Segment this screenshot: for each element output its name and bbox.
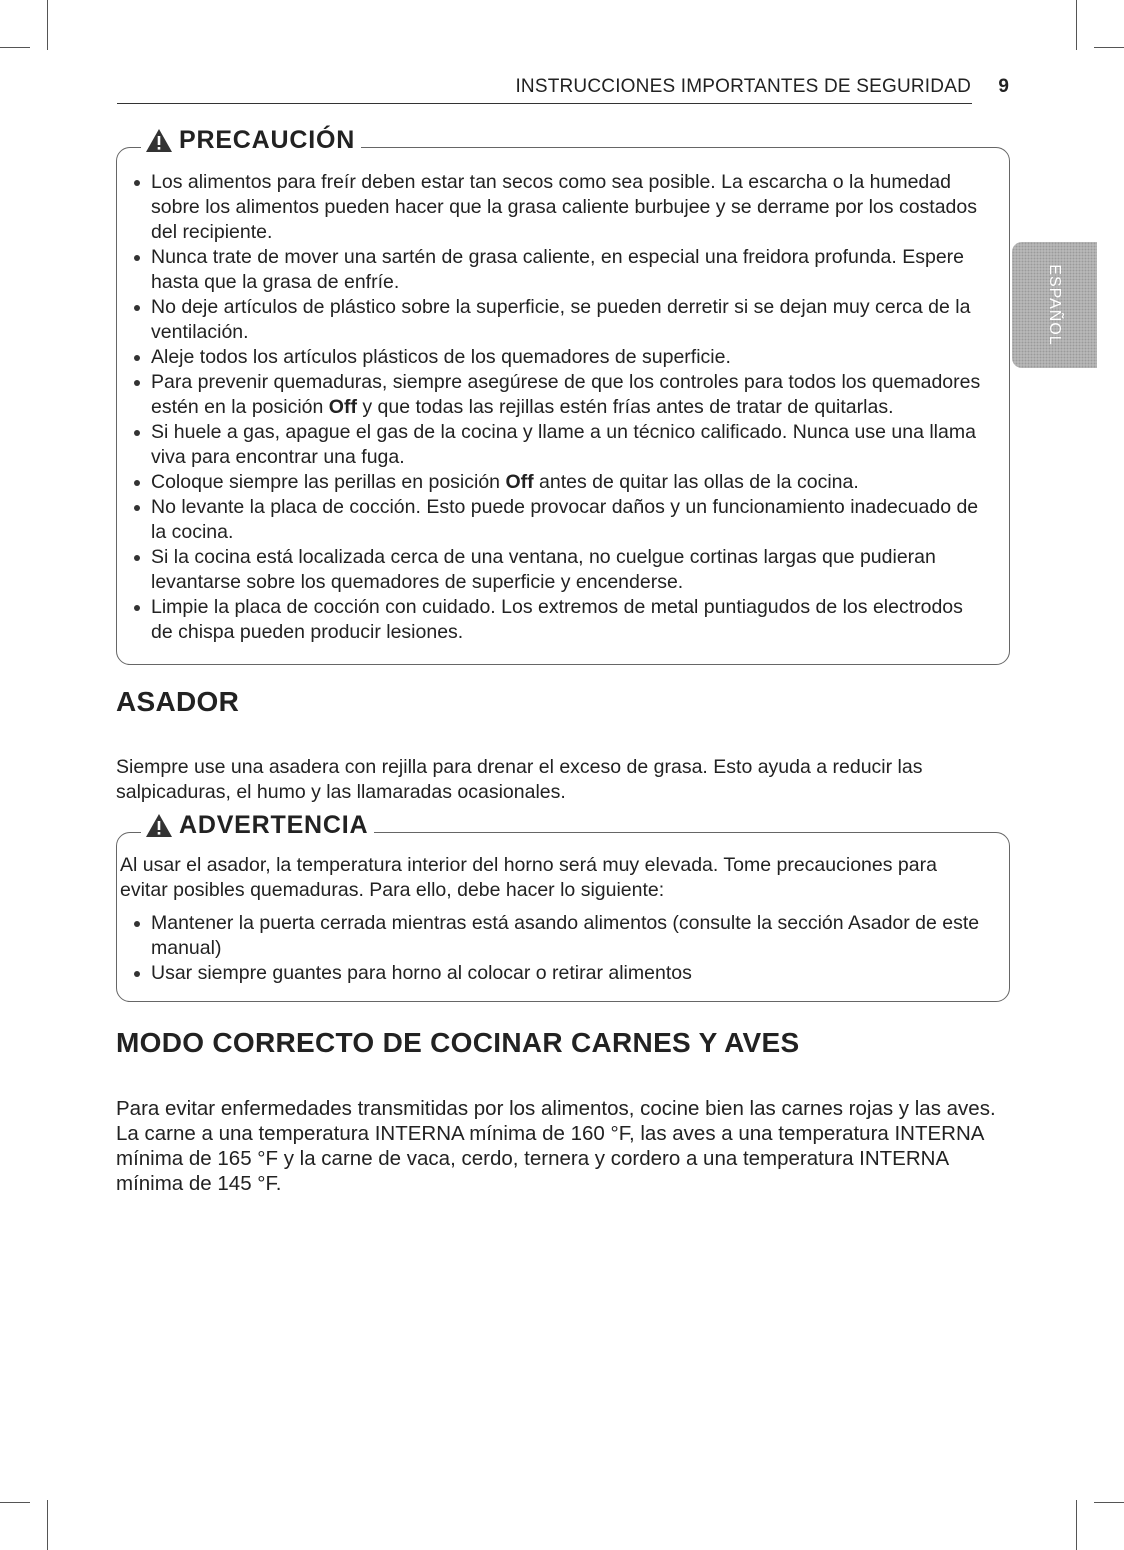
- bullet-icon: [134, 355, 140, 361]
- warning-box: [116, 811, 1010, 1002]
- bold-term: Off: [505, 471, 534, 493]
- warning-list: [121, 911, 1001, 986]
- paragraph-line: mínima de 145 °F.: [116, 1172, 282, 1195]
- crop-mark: [0, 47, 30, 48]
- warning-title: [141, 811, 374, 840]
- list-item-text: hasta que la grasa de enfríe.: [151, 271, 400, 293]
- list-item: [121, 961, 1001, 986]
- asador-paragraph: [116, 755, 922, 805]
- warning-intro: [120, 853, 937, 903]
- page-header: [117, 76, 1009, 104]
- list-item: [121, 370, 1001, 420]
- header-rule: [117, 103, 972, 104]
- list-item-text: Coloque siempre las perillas en posición: [151, 471, 506, 493]
- list-item-text: Aleje todos los artículos plásticos de los quemadores de superficie.: [151, 346, 731, 368]
- list-item-text: de chispa pueden producir lesiones.: [151, 621, 464, 643]
- paragraph-line: Siempre use una asadera con rejilla para drenar el exceso de grasa. Esto ayuda a reducir las: [116, 756, 923, 778]
- language-tab: [1012, 242, 1097, 368]
- bullet-icon: [134, 505, 140, 511]
- caution-title: [141, 126, 361, 155]
- list-item-text: y que todas las rejillas estén frías antes de tratar de quitarlas.: [356, 396, 894, 418]
- paragraph-line: La carne a una temperatura INTERNA mínima de 160 °F, las aves a una temperatura INTERNA: [116, 1122, 985, 1145]
- list-item: [121, 470, 1001, 495]
- list-item-text: antes de quitar las ollas de la cocina.: [533, 471, 859, 493]
- list-item-text: ventilación.: [151, 321, 249, 343]
- warning-triangle-icon: [145, 128, 173, 153]
- list-item-text: sobre los alimentos pueden hacer que la grasa caliente burbujee y se derrame por los costados: [151, 196, 977, 218]
- crop-mark: [1094, 1502, 1124, 1503]
- list-item-text: la cocina.: [151, 521, 234, 543]
- paragraph-line: mínima de 165 °F y la carne de vaca, cerdo, ternera y cordero a una temperatura INTERNA: [116, 1147, 950, 1170]
- list-item-text: Los alimentos para freír deben estar tan secos como sea posible. La escarcha o la humedad: [151, 171, 951, 193]
- crop-mark: [1076, 1500, 1077, 1550]
- bold-term: Off: [328, 396, 357, 418]
- list-item-text: Limpie la placa de cocción con cuidado. Los extremos de metal puntiagudos de los electrodos: [151, 596, 963, 618]
- header-title: INSTRUCCIONES IMPORTANTES DE SEGURIDAD: [515, 76, 971, 97]
- bullet-icon: [134, 921, 140, 927]
- meat-paragraph: [116, 1096, 996, 1196]
- list-item: [121, 545, 1001, 595]
- caution-box: [116, 126, 1010, 665]
- list-item-text: Si la cocina está localizada cerca de una ventana, no cuelgue cortinas largas que pudieran: [151, 546, 936, 568]
- list-item-text: Mantener la puerta cerrada mientras está asando alimentos (consulte la sección Asador de este: [151, 912, 980, 934]
- bullet-icon: [134, 180, 140, 186]
- page-number: 9: [998, 76, 1009, 97]
- caution-title-text: PRECAUCIÓN: [179, 126, 356, 154]
- list-item-text: Si huele a gas, apague el gas de la cocina y llame a un técnico calificado. Nunca use una llama: [151, 421, 976, 443]
- crop-mark: [0, 1502, 30, 1503]
- list-item-text: del recipiente.: [151, 221, 273, 243]
- list-item-text: No levante la placa de cocción. Esto puede provocar daños y un funcionamiento inadecuado de: [151, 496, 979, 518]
- bullet-icon: [134, 305, 140, 311]
- warning-title-text: ADVERTENCIA: [179, 811, 369, 839]
- list-item: [121, 295, 1001, 345]
- paragraph-line: Al usar el asador, la temperatura interior del horno será muy elevada. Tome precauciones para: [120, 854, 937, 876]
- list-item-text: estén en la posición: [151, 396, 329, 418]
- list-item-text: manual): [151, 937, 222, 959]
- bullet-icon: [134, 255, 140, 261]
- paragraph-line: evitar posibles quemaduras. Para ello, debe hacer lo siguiente:: [120, 879, 665, 901]
- crop-mark: [47, 1500, 48, 1550]
- bullet-icon: [134, 430, 140, 436]
- bullet-icon: [134, 971, 140, 977]
- bullet-icon: [134, 555, 140, 561]
- list-item-text: viva para encontrar una fuga.: [151, 446, 405, 468]
- section-heading-meat: MODO CORRECTO DE COCINAR CARNES Y AVES: [116, 1027, 800, 1058]
- paragraph-line: salpicaduras, el humo y las llamaradas ocasionales.: [116, 781, 566, 803]
- list-item-text: Para prevenir quemaduras, siempre asegúrese de que los controles para todos los quemadores: [151, 371, 981, 393]
- list-item: [121, 595, 1001, 645]
- warning-triangle-icon: [145, 813, 173, 838]
- bullet-icon: [134, 605, 140, 611]
- list-item: [121, 170, 1001, 245]
- list-item: [121, 911, 1001, 961]
- list-item-text: Nunca trate de mover una sartén de grasa caliente, en especial una freidora profunda. Espere: [151, 246, 965, 268]
- bullet-icon: [134, 380, 140, 386]
- list-item: [121, 245, 1001, 295]
- list-item-text: Usar siempre guantes para horno al colocar o retirar alimentos: [151, 962, 692, 984]
- language-tab-label: ESPAÑOL: [1046, 264, 1063, 346]
- bullet-icon: [134, 480, 140, 486]
- crop-mark: [1094, 47, 1124, 48]
- caution-list: [121, 170, 1001, 645]
- section-heading-asador: ASADOR: [116, 686, 240, 717]
- paragraph-line: Para evitar enfermedades transmitidas por los alimentos, cocine bien las carnes rojas y las aves.: [116, 1097, 996, 1120]
- list-item: [121, 420, 1001, 470]
- crop-mark: [1076, 0, 1077, 50]
- crop-mark: [47, 0, 48, 50]
- list-item-text: levantarse sobre los quemadores de superficie y encenderse.: [151, 571, 684, 593]
- list-item-text: No deje artículos de plástico sobre la superficie, se pueden derretir si se dejan muy cerca de la: [151, 296, 971, 318]
- list-item: [121, 345, 1001, 370]
- list-item: [121, 495, 1001, 545]
